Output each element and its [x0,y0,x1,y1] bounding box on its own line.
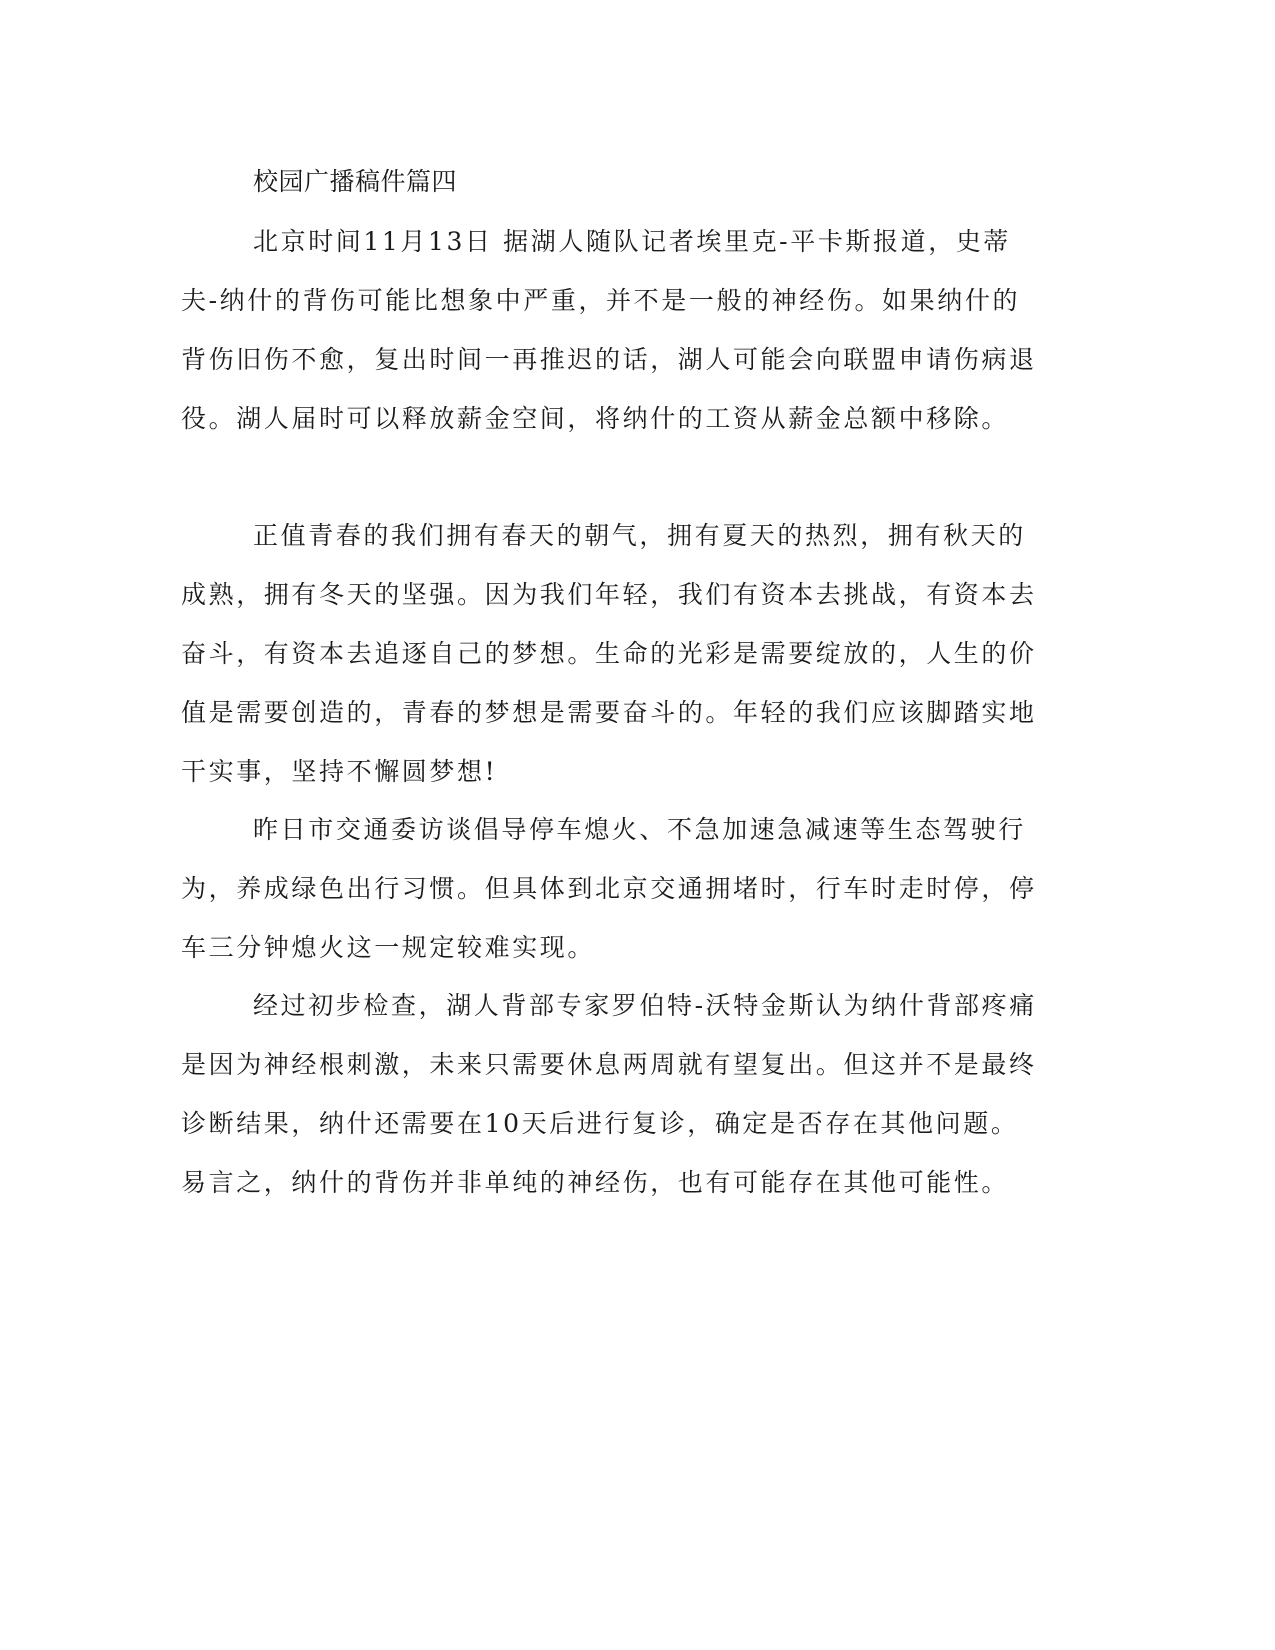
paragraph-youth: 正值青春的我们拥有春天的朝气，拥有夏天的热烈，拥有秋天的成熟，拥有冬天的坚强。因为我们年轻，我们有资本去挑战，有资本去奋斗，有资本去追逐自己的梦想。生命的光彩是需要绽放的，人生的价值是需要创造的，青春的梦想是需要奋斗的。年轻的我们应该脚踏实地干实事，坚持不懈圆梦想! [181,521,1037,786]
paragraph-nash-injury: 北京时间11月13日 据湖人随队记者埃里克-平卡斯报道，史蒂夫-纳什的背伤可能比想象中严重，并不是一般的神经伤。如果纳什的背伤旧伤不愈，复出时间一再推迟的话，湖人可能会向联盟申请伤病退役。湖人届时可以释放薪金空间，将纳什的工资从薪金总额中移除。 [181,227,1037,433]
paragraph-nash-diagnosis: 经过初步检查，湖人背部专家罗伯特-沃特金斯认为纳什背部疼痛是因为神经根刺激，未来只需要休息两周就有望复出。但这并不是最终诊断结果，纳什还需要在10天后进行复诊，确定是否存在其他问题。易言之，纳什的背伤并非单纯的神经伤，也有可能存在其他可能性。 [181,991,1037,1197]
paragraph-eco-driving: 昨日市交通委访谈倡导停车熄火、不急加速急减速等生态驾驶行为，养成绿色出行习惯。但具体到北京交通拥堵时，行车时走时停，停车三分钟熄火这一规定较难实现。 [181,815,1037,962]
document-title: 校园广播稿件篇四 [253,167,458,196]
